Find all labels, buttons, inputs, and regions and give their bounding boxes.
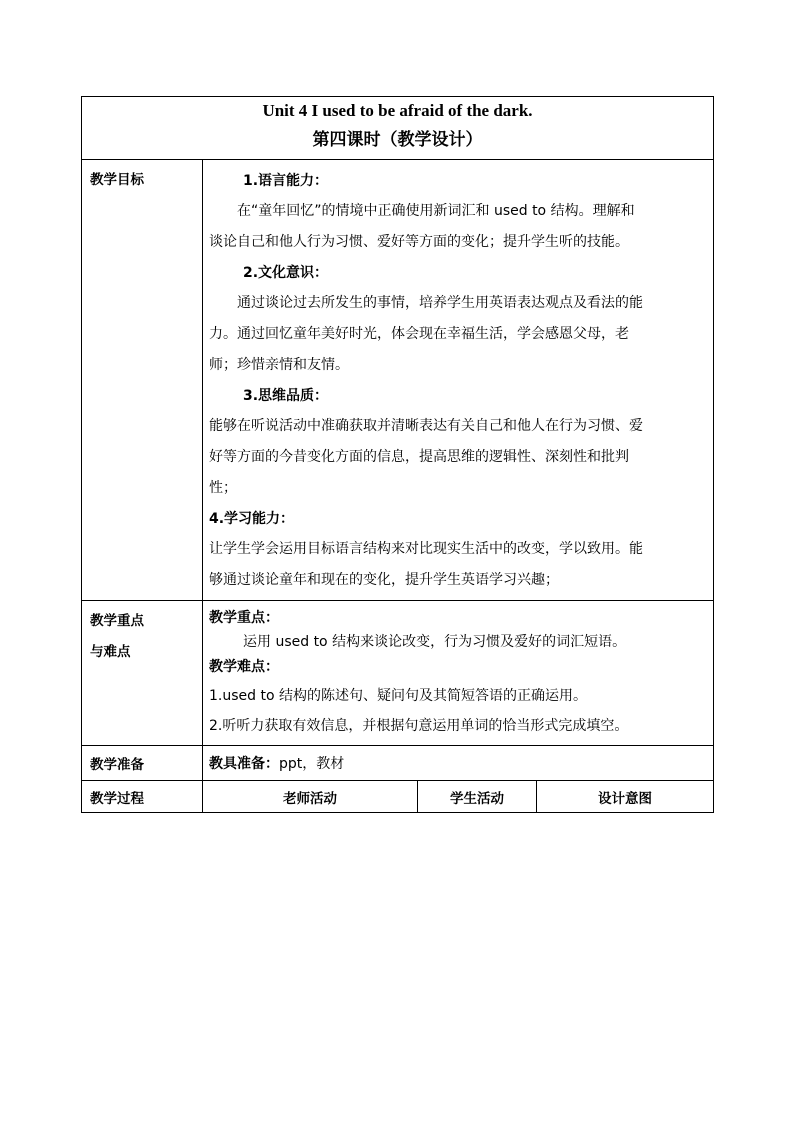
preparation-heading: 教具准备： xyxy=(209,756,279,772)
learning-ability-text-2: 够通过谈论童年和现在的变化，提升学生英语学习兴趣； xyxy=(209,572,559,588)
cultural-awareness-text-3: 师；珍惜亲情和友情。 xyxy=(209,357,349,373)
language-ability-heading: 1.语言能力： xyxy=(243,173,329,189)
preparation-value: ppt，教材 xyxy=(279,756,345,772)
cultural-awareness-text-2: 力。通过回忆童年美好时光，体会现在幸福生活，学会感恩父母，老 xyxy=(209,326,629,342)
learning-ability-heading: 4.学习能力： xyxy=(209,511,295,527)
thinking-quality-text-1: 能够在听说活动中准确获取并清晰表达有关自己和他人在行为习惯、爱 xyxy=(209,418,643,434)
keypoints-content xyxy=(203,601,714,746)
process-label: 教学过程 xyxy=(82,781,203,813)
preparation-content xyxy=(203,746,714,781)
thinking-quality-text-3: 性； xyxy=(209,480,237,496)
difficulty-heading: 教学难点： xyxy=(209,659,279,675)
keypoints-label-line-1: 教学重点 xyxy=(90,613,144,629)
learning-ability-text-1: 让学生学会运用目标语言结构来对比现实生活中的改变，学以致用。能 xyxy=(209,541,643,557)
unit-title: Unit 4 I used to be afraid of the dark. xyxy=(262,101,533,120)
objectives-content xyxy=(203,160,714,601)
objectives-row xyxy=(82,160,714,601)
lesson-plan-table xyxy=(81,96,714,813)
cultural-awareness-heading: 2.文化意识： xyxy=(243,265,329,281)
difficulty-item-1: 1.used to 结构的陈述句、疑问句及其简短答语的正确运用。 xyxy=(209,688,587,704)
title-row xyxy=(82,97,714,160)
cultural-awareness-text-1: 通过谈论过去所发生的事情，培养学生用英语表达观点及看法的能 xyxy=(237,295,643,311)
difficulty-item-2: 2.听听力获取有效信息，并根据句意运用单词的恰当形式完成填空。 xyxy=(209,718,629,734)
preparation-label: 教学准备 xyxy=(82,746,203,781)
preparation-row xyxy=(82,746,714,781)
process-header-row xyxy=(82,781,714,813)
thinking-quality-text-2: 好等方面的今昔变化方面的信息，提高思维的逻辑性、深刻性和批判 xyxy=(209,449,629,465)
thinking-quality-heading: 3.思维品质： xyxy=(243,388,329,404)
lesson-plan-page xyxy=(81,96,713,813)
lesson-subtitle: 第四课时（教学设计） xyxy=(312,130,483,150)
keypoints-row xyxy=(82,601,714,746)
focus-text: 运用 used to 结构来谈论改变，行为习惯及爱好的词汇短语。 xyxy=(243,634,627,650)
student-activity-header: 学生活动 xyxy=(418,781,537,813)
keypoints-label-line-2: 与难点 xyxy=(90,644,131,660)
design-intent-header: 设计意图 xyxy=(537,781,714,813)
teacher-activity-header: 老师活动 xyxy=(203,781,418,813)
language-ability-text-2: 谈论自己和他人行为习惯、爱好等方面的变化；提升学生听的技能。 xyxy=(209,234,629,250)
language-ability-text-1: 在“童年回忆”的情境中正确使用新词汇和 used to 结构。理解和 xyxy=(237,203,635,219)
focus-heading: 教学重点： xyxy=(209,610,279,626)
objectives-label: 教学目标 xyxy=(82,160,203,601)
keypoints-label xyxy=(82,601,203,746)
title-cell xyxy=(82,97,714,160)
